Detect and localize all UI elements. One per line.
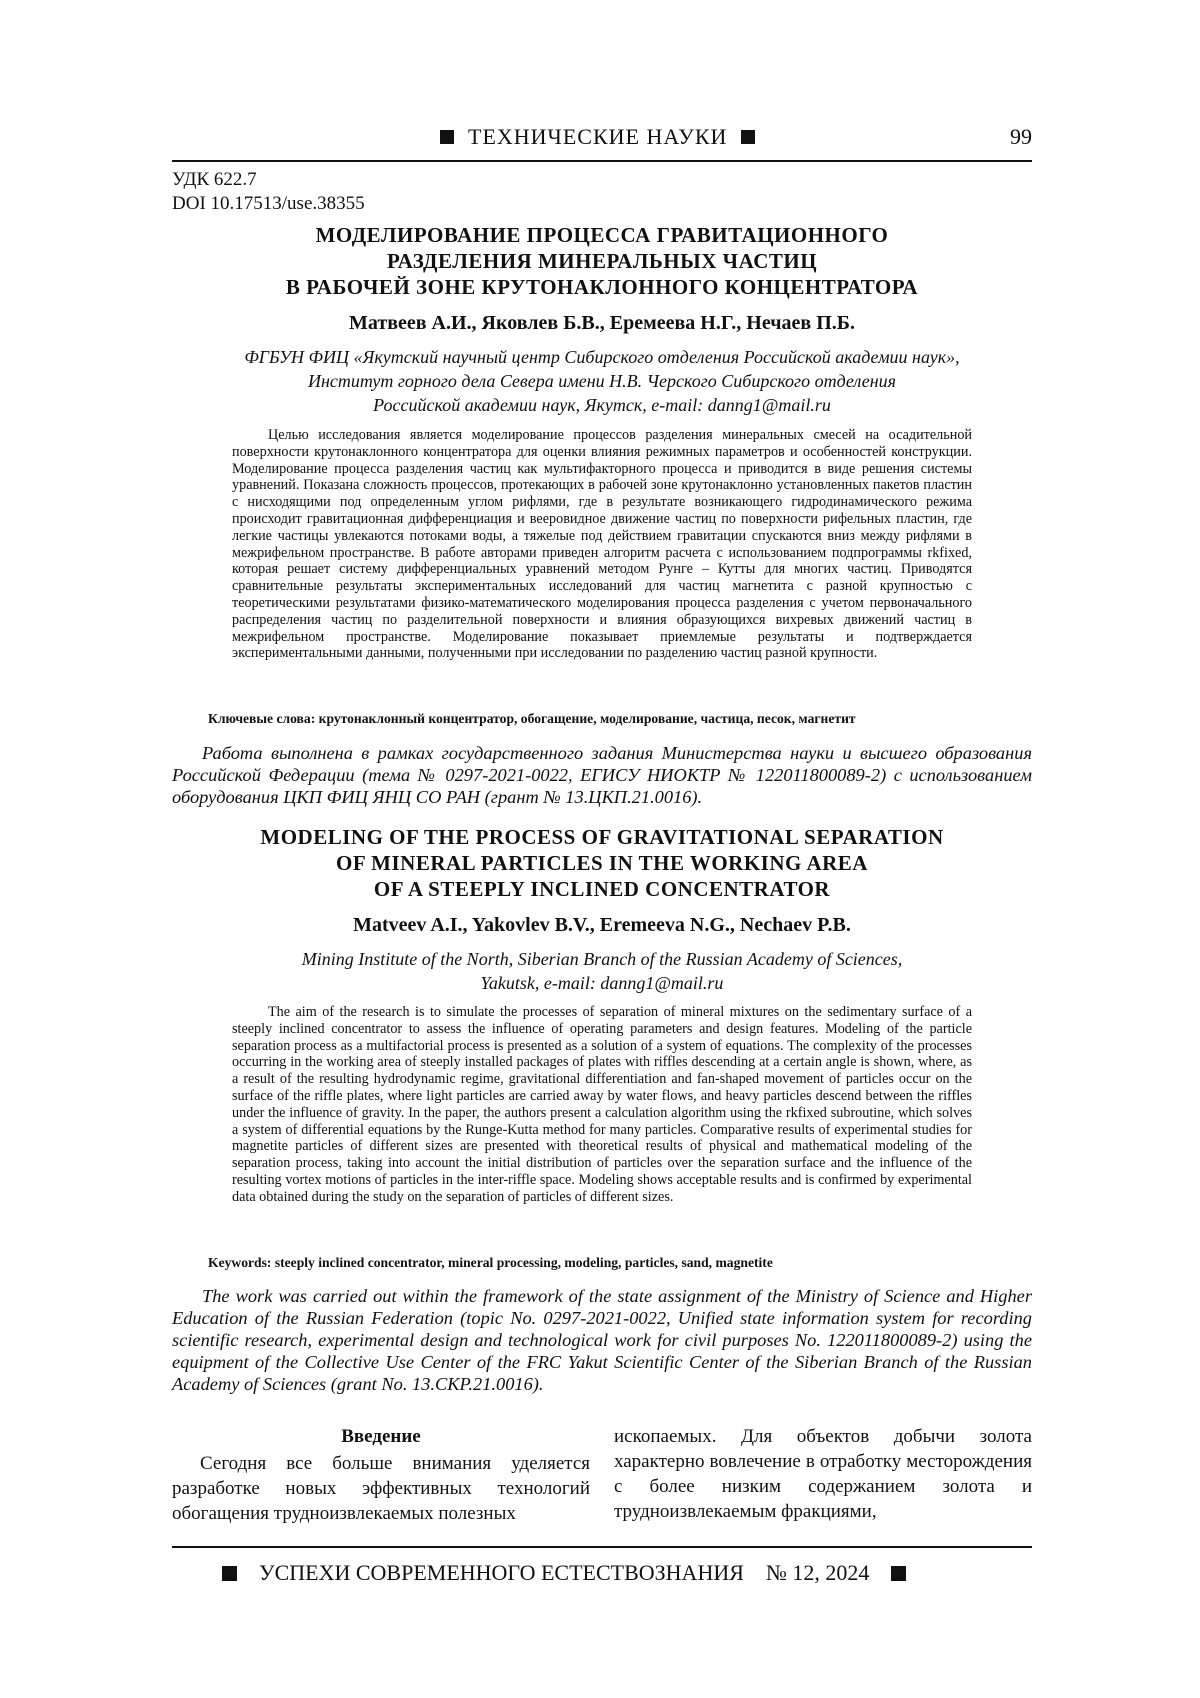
running-footer <box>172 1546 1032 1585</box>
en-title-line: MODELING OF THE PROCESS OF GRAVITATIONAL SEPARATION <box>260 825 944 849</box>
en-title-line: OF MINERAL PARTICLES IN THE WORKING AREA <box>336 851 868 875</box>
ru-affiliation <box>172 345 1032 417</box>
en-keywords: Keywords: steeply inclined concentrator, mineral processing, modeling, particles, sand, magnetite <box>208 1255 773 1270</box>
ru-affiliation-line: ФГБУН ФИЦ «Якутский научный центр Сибирского отделения Российской академии наук», <box>244 347 960 367</box>
page-number: 99 <box>1010 124 1032 149</box>
en-title <box>172 824 1032 902</box>
en-abstract: The aim of the research is to simulate the processes of separation of mineral mixtures on the sedimentary surface of a steeply inclined concentrator to assess the influence of operating parameters and design features. Modeling of the particle separation process as a multifactorial process is presented as a solution of a system of equations. The complexity of the processes occurring in the working area of steeply installed packages of plates with riffles descending at a certain angle is shown, where, as a result of the resulting hydrodynamic regime, gravitational differentiation and fan-shaped movement of particles occur on the surface of the riffle plates, where light particles are carried away by water flows, and heavy particles descend between the riffles under the influence of gravity. In the paper, the authors present a calculation algorithm using the rkfixed subroutine, which solves a system of differential equations by the Runge-Kutta method for many particles. Comparative results of experimental studies for magnetite particles of different sizes are presented with theoretical results of physical and mathematical modeling of the separation process, taking into account the initial distribution of particles over the separation surface and the influence of the resulting vortex motions of particles in the inter-riffle space. Modeling shows acceptable results and is confirmed by experimental data obtained during the study on the separation of particles of different sizes. <box>232 1004 972 1205</box>
ru-title-line: В РАБОЧЕЙ ЗОНЕ КРУТОНАКЛОННОГО КОНЦЕНТРАТОРА <box>285 275 919 299</box>
square-bullet-icon <box>741 130 755 144</box>
en-funding-note: The work was carried out within the framework of the state assignment of the Ministry of Science and Higher Education of the Russian Federation (topic No. 0297-2021-0022, Unified state information system for recording scientific research, experimental design and technological work for civil purposes No. 122011800089-2) using the equipment of the Collective Use Center of the FRC Yakut Scientific Center of the Siberian Branch of the Russian Academy of Sciences (grant No. 13.CKP.21.0016). <box>172 1286 1032 1394</box>
intro-paragraph-continued: ископаемых. Для объектов добычи золота характерно вовлечение в отработку месторождения с более низким содержанием золота и трудноизвлекаемым фракциями, <box>614 1426 1032 1522</box>
square-bullet-icon <box>222 1566 237 1581</box>
intro-right-column <box>614 1424 1032 1524</box>
en-authors: Matveev A.I., Yakovlev B.V., Eremeeva N.G., Nechaev P.B. <box>353 914 851 936</box>
intro-paragraph: Сегодня все больше внимания уделяется разработке новых эффективных технологий обогащения трудноизвлекаемых полезных <box>172 1453 590 1524</box>
ru-abstract: Целью исследования является моделирование процессов разделения минеральных смесей на осадительной поверхности крутонаклонного концентратора для оценки влияния режимных параметров и особенностей конструкции. Моделирование процесса разделения частиц как мультифакторного процесса и приводится в виде решения системы уравнений. Показана сложность процессов, протекающих в рабочей зоне крутонаклонно установленных пакетов пластин с нисходящими под определенным углом рифлями, где в результате возникающего гидродинамического режима происходит гравитационная дифференциация и вееровидное движение частиц по поверхности рифельных пластин, где легкие частицы увлекаются потоками воды, а тяжелые под действием гравитации спускаются вниз между рифлями в межрифельном пространстве. В работе авторами приведен алгоритм расчета с использованием подпрограммы rkfixed, которая решает систему дифференциальных уравнений методом Рунге – Кутты для многих частиц. Приводятся сравнительные результаты экспериментальных исследований для частиц магнетита с разной крупностью с теоретическими результатами физико-математического моделирования процесса разделения с учетом первоначального распределения частиц по разделительной поверхности и влияния образующихся вихревых движений частиц в межрифельном пространстве. Моделирование показывает приемлемые результаты и подтверждается экспериментальными данными, полученными при исследовании по разделению частиц разной крупности. <box>232 427 972 662</box>
square-bullet-icon <box>440 130 454 144</box>
en-title-line: OF A STEEPLY INCLINED CONCENTRATOR <box>373 877 831 901</box>
running-header <box>172 120 1032 162</box>
footer-text <box>222 1560 906 1586</box>
ru-title-line: РАЗДЕЛЕНИЯ МИНЕРАЛЬНЫХ ЧАСТИЦ <box>386 249 818 273</box>
journal-issue: № 12, 2024 <box>765 1560 870 1585</box>
ru-keywords: Ключевые слова: крутонаклонный концентратор, обогащение, моделирование, частица, песок, магнетит <box>208 711 856 726</box>
ru-title <box>172 222 1032 300</box>
ru-affiliation-line: Российской академии наук, Якутск, e-mail: danng1@mail.ru <box>373 395 831 415</box>
ru-authors: Матвеев А.И., Яковлев Б.В., Еремеева Н.Г., Нечаев П.Б. <box>349 312 855 334</box>
en-affiliation-line: Yakutsk, e-mail: danng1@mail.ru <box>480 973 724 993</box>
en-affiliation <box>172 947 1032 995</box>
article-meta <box>172 168 365 216</box>
ru-title-line: МОДЕЛИРОВАНИЕ ПРОЦЕССА ГРАВИТАЦИОННОГО <box>315 223 889 247</box>
udk-code: УДК 622.7 <box>172 169 257 190</box>
intro-heading: Введение <box>341 1426 421 1447</box>
doi: DOI 10.17513/use.38355 <box>172 193 365 214</box>
ru-affiliation-line: Институт горного дела Севера имени Н.В. Черского Сибирского отделения <box>307 371 897 391</box>
section-name: ТЕХНИЧЕСКИЕ НАУКИ <box>468 124 728 149</box>
ru-funding-note: Работа выполнена в рамках государственного задания Министерства науки и высшего образования Российской Федерации (тема № 0297-2021-0022, ЕГИСУ НИОКТР № 122011800089-2) с использованием оборудования ЦКП ФИЦ ЯНЦ СО РАН (грант № 13.ЦКП.21.0016). <box>172 743 1032 807</box>
intro-left-column <box>172 1424 590 1526</box>
square-bullet-icon <box>891 1566 906 1581</box>
en-affiliation-line: Mining Institute of the North, Siberian Branch of the Russian Academy of Sciences, <box>301 949 903 969</box>
journal-name: УСПЕХИ СОВРЕМЕННОГО ЕСТЕСТВОЗНАНИЯ <box>259 1560 744 1585</box>
header-section <box>440 124 755 150</box>
